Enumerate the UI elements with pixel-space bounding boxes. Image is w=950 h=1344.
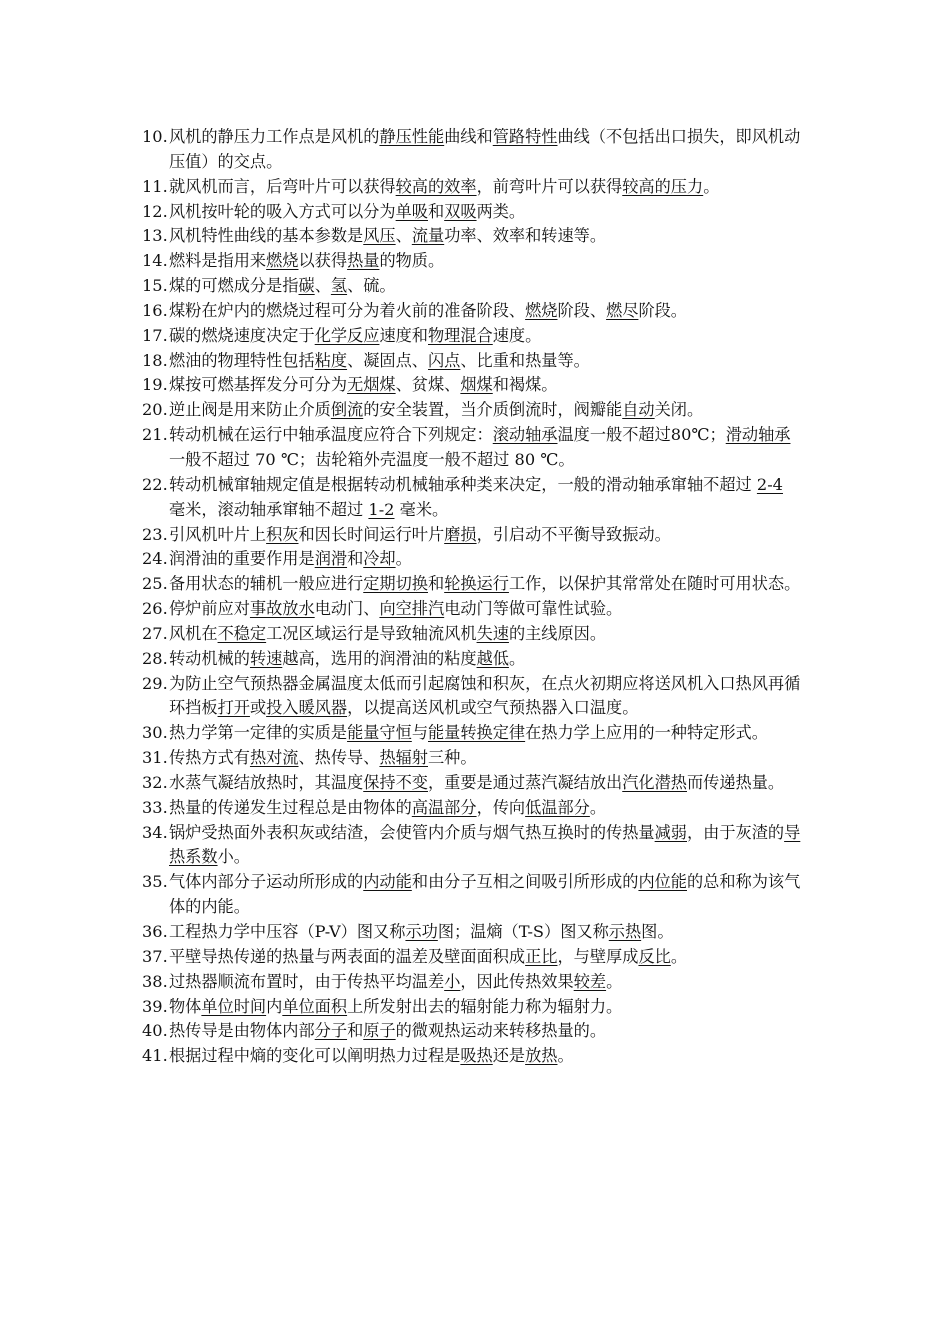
list-item [142,870,802,920]
text-segment: ，引启动不平衡导致振动。 [476,524,671,544]
list-item [142,821,802,871]
text-segment: 。 [703,176,720,196]
text-segment: 逆止阀是用来防止介质 [169,400,331,420]
answer-blank: 闪点 [428,350,461,370]
answer-blank: 滑动轴承 [725,425,791,445]
item-number: 35. [142,872,168,892]
text-segment: 工程热力学中压容（P-V）图又称 [169,922,406,941]
text-segment: 风机按叶轮的吸入方式可以分为 [169,201,396,221]
text-segment: 煤粉在炉内的燃烧过程可分为着火前的准备阶段、 [169,300,526,320]
list-item [142,647,802,672]
text-segment: 速度。 [492,325,542,345]
text-segment: 风机的静压力工作点是风机的 [169,127,380,146]
answer-blank: 高温部分 [411,797,477,817]
item-text [169,773,784,792]
text-segment: 转动机械窜轴规定值是根据转动机械轴承种类来决定，一般的滑动轴承窜轴不超过 [169,474,757,494]
item-number: 11. [142,176,168,196]
text-segment: 的主线原因。 [508,623,607,643]
item-text [169,226,606,245]
answer-blank: 积灰 [266,524,299,544]
item-text [169,177,719,196]
answer-blank: 燃烧 [266,251,299,271]
text-segment: 越高，选用的润滑油的粘度 [282,648,477,668]
item-text [169,599,622,618]
text-segment: 。 [670,946,687,966]
item-number: 20. [142,400,168,420]
list-item [142,473,802,523]
item-text [169,475,783,519]
list-item [142,622,802,647]
answer-blank: 流量 [411,226,445,246]
item-number: 39. [142,996,168,1016]
text-segment: 以获得 [298,251,348,271]
text-segment: 。 [508,648,526,668]
item-number: 30. [142,723,168,743]
text-segment: 或 [249,698,267,718]
item-text [169,823,800,867]
item-text [169,649,525,668]
text-segment: 传热方式有 [169,748,250,768]
text-segment: 热传导是由物体内部 [169,1021,315,1041]
text-segment: 和 [428,574,445,594]
answer-blank: 示热 [608,922,642,941]
list-item [142,1019,802,1044]
item-number: 21. [142,425,168,445]
list-item [142,523,802,548]
answer-blank: 碳 [298,276,315,296]
item-number: 37. [142,946,168,966]
text-segment: ，前弯叶片可以获得 [476,176,623,196]
list-item [142,721,802,746]
text-segment: 根据过程中熵的变化可以阐明热力过程是 [169,1046,461,1066]
text-segment: 工作，以保护其常常处在随时可用状态。 [508,574,801,594]
text-segment: 、贫煤、 [395,375,461,395]
item-text [169,748,477,767]
list-item [142,970,802,995]
text-segment: 。 [606,971,623,991]
text-segment: 过热器顺流布置时，由于传热平均温差 [169,971,445,991]
item-number: 12. [142,201,168,221]
item-text [169,624,606,643]
answer-blank: 定期切换 [363,574,428,594]
answer-blank: 1-2 [368,499,395,519]
question-list [142,125,802,1069]
text-segment: 电动门等做可靠性试验。 [444,599,623,619]
item-text [169,202,525,221]
item-number: 10. [142,127,168,146]
answer-blank: 保持不变 [363,772,428,792]
text-segment: 和由分子互相之间吸引所形成的 [411,872,639,892]
item-text [169,549,412,568]
list-item [142,249,802,274]
answer-blank: 减弱 [654,822,687,842]
text-segment: 、凝固点、 [347,350,428,370]
item-number: 29. [142,673,168,693]
item-number: 36. [142,922,168,941]
text-segment: 和因长时间运行叶片 [298,524,445,544]
text-segment: 在热力学上应用的一种特定形式。 [525,723,768,743]
list-item [142,274,802,299]
item-text [169,1021,606,1040]
item-text [169,301,687,320]
item-number: 33. [142,797,168,817]
list-item [142,299,802,324]
item-number: 16. [142,300,168,320]
item-text [169,947,687,966]
item-number: 32. [142,772,168,792]
answer-blank: 氢 [330,276,348,296]
item-number: 38. [142,971,168,991]
answer-blank: 不稳定 [217,623,267,643]
answer-blank: 能量守恒 [347,723,412,743]
answer-blank: 热量 [347,251,380,271]
item-text [169,922,674,941]
text-segment: 和 [428,201,445,221]
answer-blank: 较高的效率 [395,176,477,196]
text-segment: 阶段、 [557,300,607,320]
list-item [142,995,802,1020]
item-text [169,1046,574,1065]
list-item [142,746,802,771]
text-segment: 的安全装置，当介质倒流时，阀瓣能 [363,400,623,420]
answer-blank: 能量转换定律 [428,723,526,743]
text-segment: 停炉前应对 [169,599,250,619]
text-segment: 。 [557,1046,574,1066]
item-text [169,674,800,718]
text-segment: ，传向 [476,797,526,817]
answer-blank: 磨损 [444,524,477,544]
answer-blank: 吸热 [460,1046,493,1066]
answer-blank: 打开 [217,698,250,718]
item-text [169,997,622,1016]
item-number: 25. [142,574,168,594]
answer-blank: 冷却 [363,549,396,569]
answer-blank: 自动 [622,400,655,420]
answer-blank: 投入暖风器 [266,698,348,718]
list-item [142,175,802,200]
text-segment: ，由于灰渣的 [687,822,785,842]
answer-blank: 导热系数 [169,822,801,867]
text-segment: 工况区域运行是导致轴流风机 [266,623,477,643]
answer-blank: 转速 [249,648,283,668]
text-segment: 小。 [217,847,250,867]
item-number: 14. [142,251,168,271]
item-number: 27. [142,623,168,643]
answer-blank: 管路特性 [492,127,558,146]
list-item [142,920,802,945]
answer-blank: 内动能 [363,872,412,892]
answer-blank: 无烟煤 [347,375,396,395]
answer-blank: 放热 [525,1046,558,1066]
text-segment: 、 [395,226,412,246]
text-segment: 、硫。 [347,276,396,296]
answer-blank: 越低 [476,648,509,668]
text-segment: ，因此传热效果 [460,971,574,991]
text-segment: 热力学第一定律的实质是 [169,723,348,743]
item-text [169,798,606,817]
text-segment: 燃料是指用来 [169,251,267,271]
answer-blank: 燃烧 [525,300,558,320]
text-segment: ，与壁厚成 [557,946,639,966]
answer-blank: 烟煤 [460,375,493,395]
item-number: 28. [142,648,168,668]
item-text [169,972,622,991]
answer-blank: 双吸 [444,201,477,221]
item-number: 31. [142,748,168,768]
text-segment: 气体内部分子运动所形成的 [169,872,364,892]
item-text [169,872,800,916]
item-number: 40. [142,1021,168,1041]
text-segment: 润滑油的重要作用是 [169,549,315,569]
text-segment: 曲线和 [444,127,493,146]
text-segment: 内 [266,996,283,1016]
answer-blank: 热对流 [249,748,299,768]
answer-blank: 单吸 [395,201,428,221]
item-text [169,425,790,469]
list-item [142,373,802,398]
answer-blank: 低温部分 [525,797,590,817]
text-segment: 两类。 [476,201,526,221]
item-number: 41. [142,1046,168,1066]
list-item [142,398,802,423]
text-segment: 曲线（不包括出口损失，即风机动压值）的交点。 [169,127,801,171]
text-segment: 三种。 [428,748,477,768]
text-segment: 电动门、 [314,599,380,619]
answer-blank: 反比 [638,946,671,966]
text-segment: 和 [347,1021,364,1041]
item-number: 26. [142,599,168,619]
text-segment: 风机在 [169,623,218,643]
item-number: 23. [142,524,168,544]
text-segment: 速度和 [379,325,428,345]
text-segment: 引风机叶片上 [169,524,267,544]
item-number: 15. [142,276,168,296]
item-number: 19. [142,375,168,395]
list-item [142,796,802,821]
answer-blank: 物理混合 [428,325,493,345]
answer-blank: 粘度 [314,350,348,370]
answer-blank: 润滑 [314,549,348,569]
text-segment: 物体 [169,996,202,1016]
text-segment: 、 [314,276,331,296]
text-segment: 毫米，滚动轴承窜轴不超过 [169,499,369,519]
text-segment: 上所发射出去的辐射能力称为辐射力。 [347,996,623,1016]
text-segment: 图。 [641,922,674,941]
answer-blank: 汽化潜热 [622,772,687,792]
text-segment: 转动机械的 [169,648,250,668]
text-segment: 转动机械在运行中轴承温度应符合下列规定： [169,425,493,445]
list-item [142,771,802,796]
item-number: 22. [142,474,168,494]
item-text [169,375,558,394]
list-item [142,597,802,622]
text-segment: 、比重和热量等。 [460,350,590,370]
item-text [169,574,800,593]
text-segment: 和 [347,549,364,569]
text-segment: 而传递热量。 [687,772,785,792]
answer-blank: 倒流 [330,400,364,420]
item-text [169,723,768,742]
answer-blank: 燃尽 [606,300,639,320]
item-text [169,276,396,295]
text-segment: 的物质。 [379,251,445,271]
text-segment: 煤的可燃成分是指 [169,276,299,296]
text-segment: 风机特性曲线的基本参数是 [169,226,364,246]
text-segment: 还是 [492,1046,526,1066]
text-segment: 与 [411,723,428,743]
answer-blank: 单位时间 [201,996,267,1016]
answer-blank: 轮换运行 [444,574,509,594]
item-number: 34. [142,822,168,842]
list-item [142,672,802,722]
text-segment: 。 [589,797,607,817]
text-segment: 煤按可燃基挥发分可分为 [169,375,348,395]
answer-blank: 较差 [573,971,607,991]
text-segment: 一般不超过 70 ℃；齿轮箱外壳温度一般不超过 80 ℃。 [169,449,575,469]
text-segment: 的总和称为该气体的内能。 [169,872,801,917]
list-item [142,200,802,225]
text-segment: 关闭。 [654,400,704,420]
answer-blank: 正比 [525,946,558,966]
answer-blank: 热辐射 [379,748,428,768]
list-item [142,547,802,572]
answer-blank: 较高的压力 [622,176,704,196]
text-segment: 碳的燃烧速度决定于 [169,325,315,345]
answer-blank: 小 [444,971,461,991]
text-segment: 为防止空气预热器金属温度太低而引起腐蚀和积灰，在点火初期应将送风机入口热风再循环挡板 [169,673,801,718]
list-item [142,125,802,175]
list-item [142,224,802,249]
answer-blank: 静压性能 [379,127,445,146]
text-segment: 温度一般不超过80℃； [557,425,726,445]
answer-blank: 滚动轴承 [492,425,558,445]
answer-blank: 单位面积 [282,996,348,1016]
item-text [169,525,671,544]
text-segment: 备用状态的辅机一般应进行 [169,574,364,594]
text-segment: 热量的传递发生过程总是由物体的 [169,797,412,817]
text-segment: 燃油的物理特性包括 [169,350,315,370]
list-item [142,423,802,473]
text-segment: ，以提高送风机或空气预热器入口温度。 [347,698,639,718]
item-number: 24. [142,549,168,569]
answer-blank: 风压 [363,226,396,246]
text-segment: 。 [395,549,412,569]
item-number: 18. [142,350,168,370]
item-text [169,400,703,419]
answer-blank: 原子 [363,1021,396,1041]
text-segment: 图；温熵（T-S）图又称 [437,922,609,941]
item-text [169,351,590,370]
text-segment: 功率、效率和转速等。 [444,226,607,246]
list-item [142,572,802,597]
text-segment: 平壁导热传递的热量与两表面的温差及壁面面积成 [169,946,526,966]
answer-blank: 失速 [476,623,509,643]
answer-blank: 分子 [314,1021,348,1041]
list-item [142,1044,802,1069]
answer-blank: 事故放水 [249,599,315,619]
text-segment: 的微观热运动来转移热量的。 [395,1021,607,1041]
text-segment: 就风机而言，后弯叶片可以获得 [169,176,396,196]
answer-blank: 2-4 [756,474,783,494]
list-item [142,349,802,374]
list-item [142,324,802,349]
text-segment: 毫米。 [394,499,449,519]
answer-blank: 内位能 [638,872,687,892]
text-segment: 和褐煤。 [492,375,558,395]
answer-blank: 示功 [405,922,438,941]
item-number: 17. [142,325,168,345]
text-segment: 水蒸气凝结放热时，其温度 [169,772,364,792]
text-segment: ，重要是通过蒸汽凝结放出 [428,772,623,792]
item-number: 13. [142,226,168,246]
text-segment: 锅炉受热面外表积灰或结渣，会使管内介质与烟气热互换时的传热量 [169,822,655,842]
item-text [169,127,800,171]
text-segment: 、热传导、 [298,748,380,768]
text-segment: 阶段。 [638,300,687,320]
item-text [169,326,541,345]
answer-blank: 化学反应 [314,325,380,345]
list-item [142,945,802,970]
answer-blank: 向空排汽 [379,599,445,619]
item-text [169,251,444,270]
